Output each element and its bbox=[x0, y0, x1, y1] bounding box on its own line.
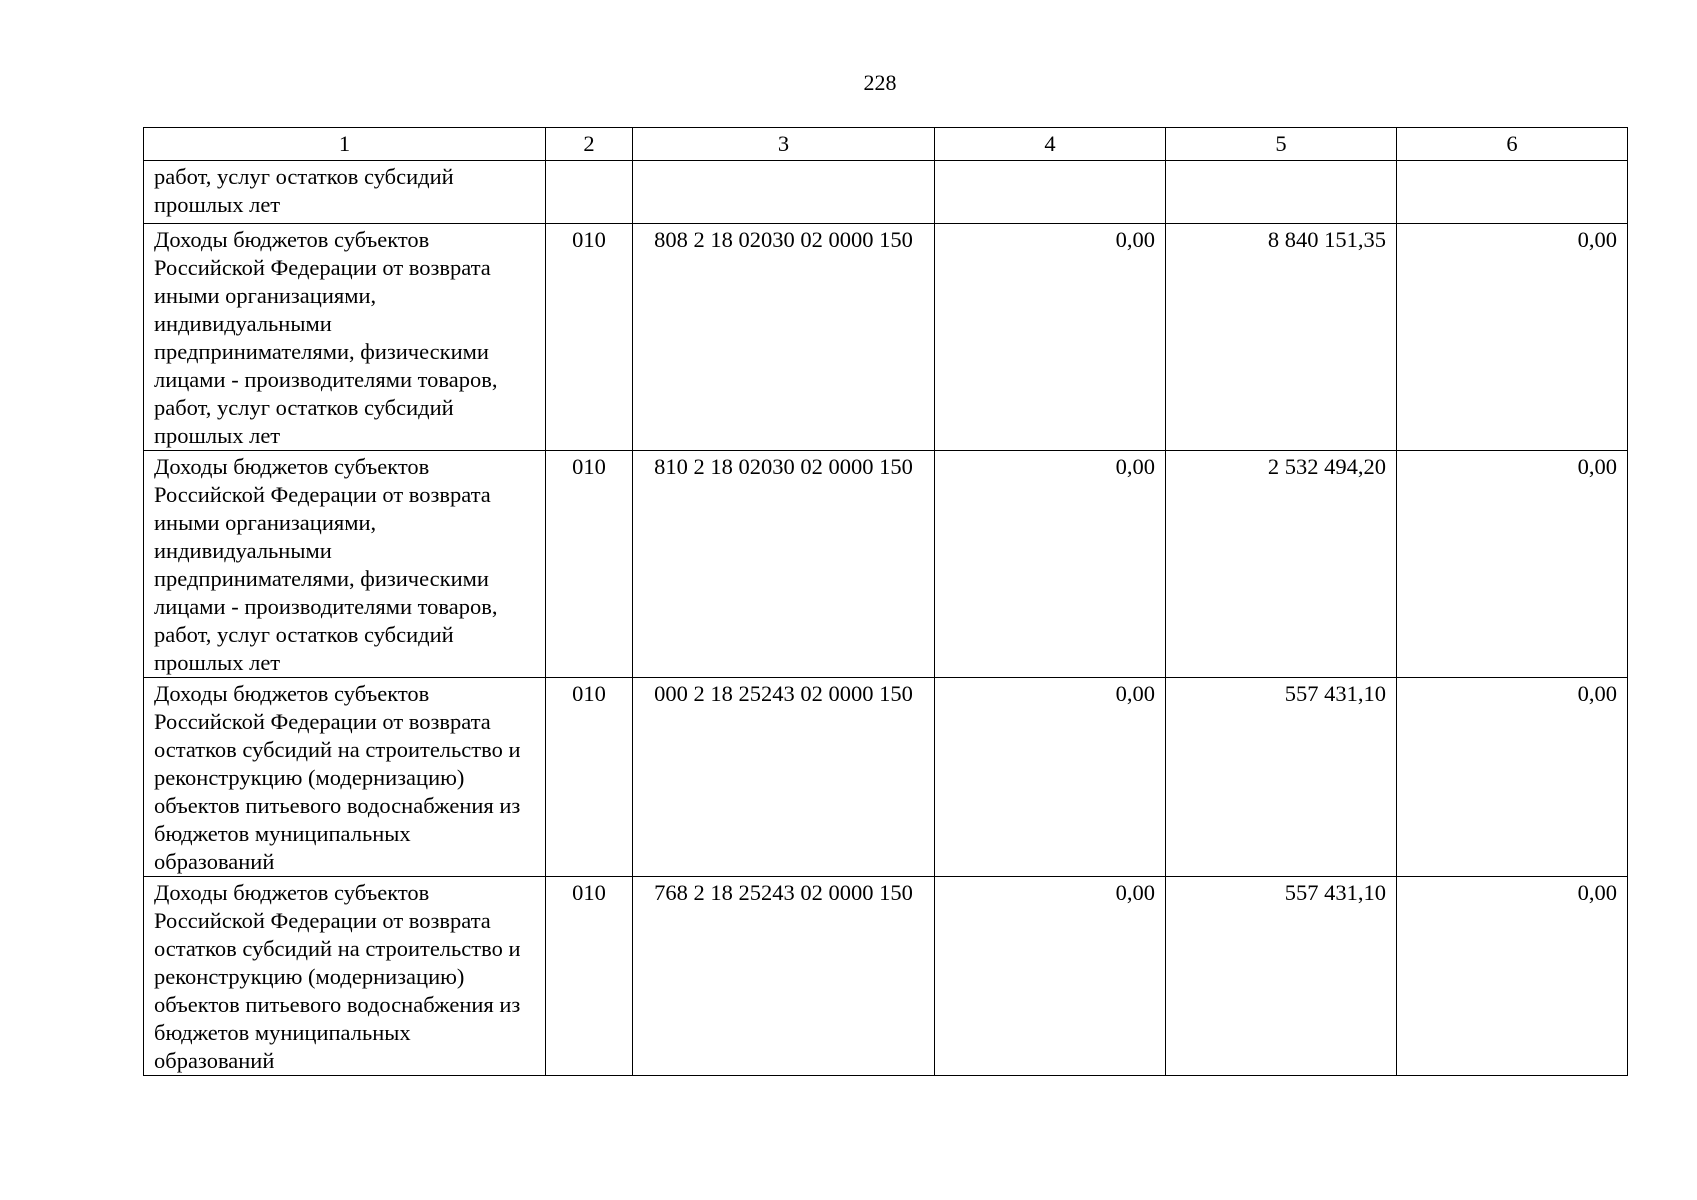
row-line-code: 010 bbox=[546, 224, 633, 451]
row-line-code: 010 bbox=[546, 877, 633, 1076]
row-description: Доходы бюджетов субъектов Российской Федерации от возврата остатков субсидий на строительство и реконструкцию (модернизацию) объектов питьевого водоснабжения из бюджетов муниципальных образований bbox=[144, 877, 546, 1076]
row-line-code: 010 bbox=[546, 451, 633, 678]
table-row bbox=[144, 451, 1628, 678]
column-header-4: 4 bbox=[935, 128, 1166, 161]
column-header-1: 1 bbox=[144, 128, 546, 161]
table-row-continuation bbox=[144, 161, 1628, 224]
row-budget-code: 810 2 18 02030 02 0000 150 bbox=[633, 451, 935, 678]
row-description: работ, услуг остатков субсидий прошлых лет bbox=[144, 161, 546, 224]
row-col5-value: 8 840 151,35 bbox=[1166, 224, 1397, 451]
row-budget-code: 808 2 18 02030 02 0000 150 bbox=[633, 224, 935, 451]
row-col5-value: 557 431,10 bbox=[1166, 877, 1397, 1076]
row-col4-value bbox=[935, 161, 1166, 224]
row-col6-value: 0,00 bbox=[1397, 451, 1628, 678]
row-description: Доходы бюджетов субъектов Российской Федерации от возврата остатков субсидий на строительство и реконструкцию (модернизацию) объектов питьевого водоснабжения из бюджетов муниципальных образований bbox=[144, 678, 546, 877]
row-budget-code bbox=[633, 161, 935, 224]
row-col4-value: 0,00 bbox=[935, 877, 1166, 1076]
row-col6-value: 0,00 bbox=[1397, 678, 1628, 877]
column-header-3: 3 bbox=[633, 128, 935, 161]
row-col6-value: 0,00 bbox=[1397, 877, 1628, 1076]
column-number-header-row bbox=[144, 128, 1628, 161]
row-col5-value: 2 532 494,20 bbox=[1166, 451, 1397, 678]
row-col4-value: 0,00 bbox=[935, 678, 1166, 877]
column-header-6: 6 bbox=[1397, 128, 1628, 161]
row-col4-value: 0,00 bbox=[935, 451, 1166, 678]
row-line-code bbox=[546, 161, 633, 224]
row-budget-code: 768 2 18 25243 02 0000 150 bbox=[633, 877, 935, 1076]
page-number: 228 bbox=[863, 70, 897, 95]
row-col5-value bbox=[1166, 161, 1397, 224]
table-row bbox=[144, 678, 1628, 877]
table-row bbox=[144, 224, 1628, 451]
table-row bbox=[144, 877, 1628, 1076]
row-budget-code: 000 2 18 25243 02 0000 150 bbox=[633, 678, 935, 877]
row-col4-value: 0,00 bbox=[935, 224, 1166, 451]
row-col6-value bbox=[1397, 161, 1628, 224]
row-col5-value: 557 431,10 bbox=[1166, 678, 1397, 877]
row-line-code: 010 bbox=[546, 678, 633, 877]
row-col6-value: 0,00 bbox=[1397, 224, 1628, 451]
column-header-5: 5 bbox=[1166, 128, 1397, 161]
row-description: Доходы бюджетов субъектов Российской Федерации от возврата иными организациями, индивидуальными предпринимателями, физическими лицами - производителями товаров, работ, услуг остатков субсидий прошлых лет bbox=[144, 224, 546, 451]
budget-revenue-table bbox=[143, 127, 1628, 1076]
row-description: Доходы бюджетов субъектов Российской Федерации от возврата иными организациями, индивидуальными предпринимателями, физическими лицами - производителями товаров, работ, услуг остатков субсидий прошлых лет bbox=[144, 451, 546, 678]
column-header-2: 2 bbox=[546, 128, 633, 161]
